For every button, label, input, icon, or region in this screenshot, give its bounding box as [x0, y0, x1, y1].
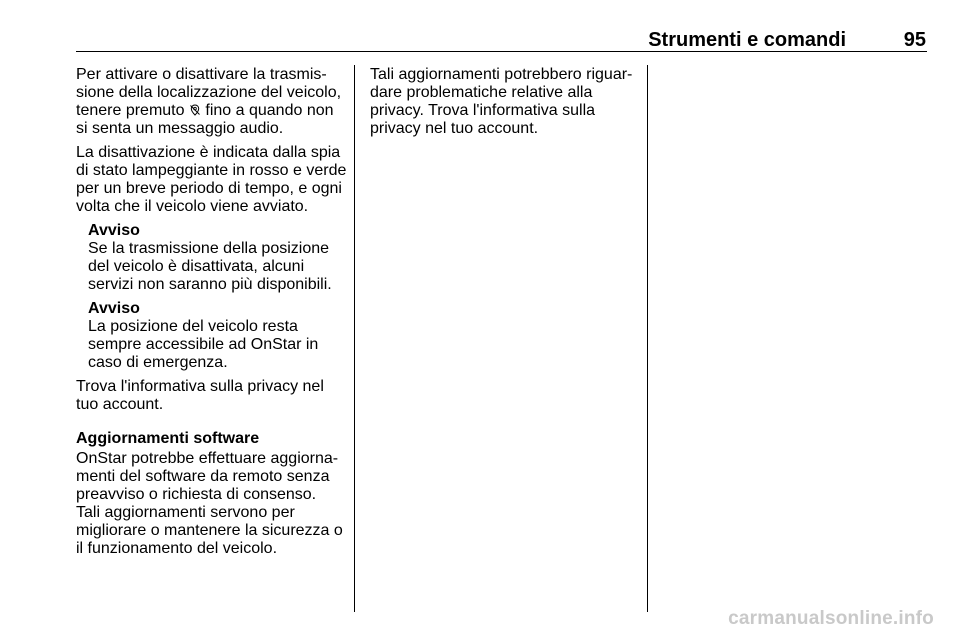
paragraph-privacy: Trova l'informativa sulla privacy nel tuo account. [76, 378, 324, 413]
watermark: carmanualsonline.info [728, 608, 934, 629]
left-column [76, 66, 352, 558]
location-off-icon [189, 104, 201, 116]
section-heading: Aggiornamenti software [76, 430, 260, 447]
notice-title: Avviso [88, 300, 140, 317]
notice-2: Avviso La posizione del veicolo resta sempre accessibile ad OnStar in caso di emergenza. [88, 300, 352, 372]
page-header [76, 28, 926, 52]
notice-title: Avviso [88, 222, 140, 239]
paragraph-privacy-updates: Tali aggiornamenti potrebbero riguar- dare problematiche relative alla privacy. Trova l'informativa sulla privacy nel tuo account. [370, 66, 633, 137]
paragraph-location-toggle: Per attivare o disattivare la trasmis- sione della localizzazione del veicolo, tenere premuto fino a quando non si senta un messaggio audio. [76, 66, 342, 137]
column-divider-2 [647, 65, 648, 612]
page-number: 95 [903, 29, 926, 51]
notice-1: Avviso Se la trasmissione della posizione del veicolo è disattivata, alcuni servizi non saranno più disponibili. [88, 222, 352, 294]
header-divider [76, 51, 927, 52]
paragraph-deactivation-indicator: La disattivazione è indicata dalla spia di stato lampeggiante in rosso e verde per un breve periodo di tempo, e ogni volta che il veicolo viene avviato. [76, 144, 347, 215]
column-divider-1 [354, 65, 355, 612]
page-title: Strumenti e comandi [648, 29, 846, 51]
middle-column [370, 66, 638, 144]
section-software-updates: Aggiornamenti software OnStar potrebbe effettuare aggiorna- menti del software da remoto senza preavviso o richiesta di consenso. Tali aggiornamenti servono per migliorare o mantenere la sicurezza o il funzionamento del veicolo. [76, 430, 352, 558]
